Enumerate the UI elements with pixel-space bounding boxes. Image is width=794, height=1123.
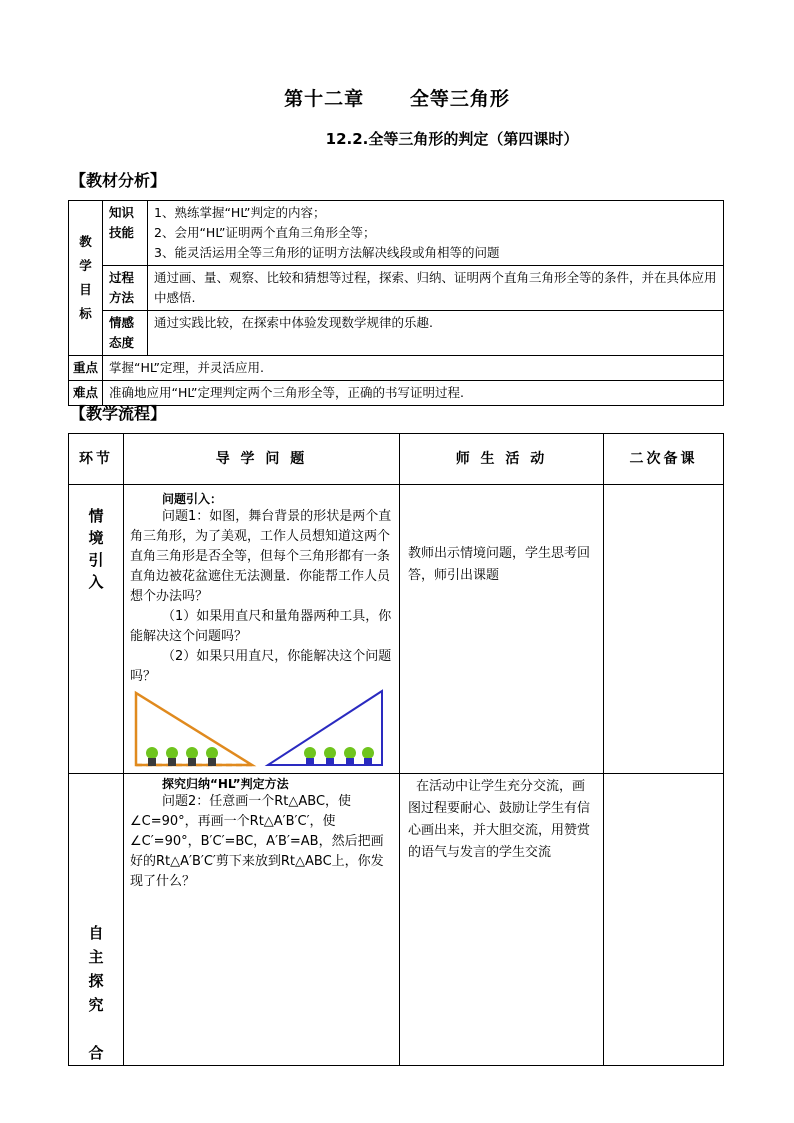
flower-pot-icon xyxy=(146,747,158,766)
chapter-topic: 全等三角形 xyxy=(409,88,510,110)
flower-pot-icon xyxy=(166,747,178,766)
process-label xyxy=(103,266,148,311)
knowledge-label-line: 技能 xyxy=(109,225,135,240)
flow-header-prep: 二次备课 xyxy=(604,434,724,485)
stage-explore xyxy=(69,774,124,1066)
goal-label-char: 目 xyxy=(79,282,92,297)
stage-char: 入 xyxy=(88,573,104,591)
difficulty-content: 准确地应用“HL”定理判定两个三角形全等，正确的书写证明过程. xyxy=(103,381,724,406)
emotion-label-line: 情感 xyxy=(109,315,135,330)
flow-table xyxy=(68,433,724,1066)
knowledge-label-line: 知识 xyxy=(109,205,135,220)
chapter-number: 第十二章 xyxy=(284,88,365,110)
flow-header-activity: 师 生 活 动 xyxy=(400,434,604,485)
prep-explore xyxy=(604,774,724,1066)
knowledge-label xyxy=(103,201,148,266)
stage-char: 主 xyxy=(88,948,104,966)
stage-char: 合 xyxy=(88,1044,104,1062)
stage-char: 境 xyxy=(88,529,104,547)
chapter-title xyxy=(0,84,794,111)
question-1a: （1）如果用直尺和量角器两种工具，你能解决这个问题吗？ xyxy=(130,609,392,644)
prep-intro xyxy=(604,485,724,774)
goal-label-char: 标 xyxy=(79,306,92,321)
flow-header-stage: 环节 xyxy=(69,434,124,485)
flow-header-row xyxy=(69,434,724,485)
stage-char: 探 xyxy=(88,972,104,990)
stage-char: 自 xyxy=(88,924,104,942)
goal-label-char: 教 xyxy=(79,234,92,249)
flow-row-explore xyxy=(69,774,724,1066)
question-intro-title: 问题引入： xyxy=(162,492,223,506)
knowledge-line: 2、会用“HL”证明两个直角三角形全等； xyxy=(154,225,376,240)
emotion-content: 通过实践比较，在探索中体验发现数学规律的乐趣. xyxy=(148,311,724,356)
stage-char: 究 xyxy=(88,996,104,1014)
flow-row-intro xyxy=(69,485,724,774)
knowledge-line: 3、能灵活运用全等三角形的证明方法解决线段或角相等的问题 xyxy=(154,245,500,260)
process-label-line: 方法 xyxy=(109,290,135,305)
flower-pot-icon xyxy=(186,747,198,766)
stage-spacer xyxy=(75,1017,117,1041)
analysis-table xyxy=(68,200,724,406)
key-label: 重点 xyxy=(69,356,103,381)
emotion-label xyxy=(103,311,148,356)
question-2: 问题2：任意画一个Rt△ABC，使∠C=90°，再画一个Rt△A′B′C′，使∠C′=90°，B′C′=BC，A′B′=AB，然后把画好的Rt△A′B′C′剪下来放到Rt△ABC上，你发现了什么？ xyxy=(130,794,384,889)
question-1b: （2）如果只用直尺，你能解决这个问题吗？ xyxy=(130,649,392,684)
knowledge-content xyxy=(148,201,724,266)
stage-char: 引 xyxy=(88,551,104,569)
emotion-label-line: 态度 xyxy=(109,335,135,350)
process-content: 通过画、量、观察、比较和猜想等过程，探索、归纳、证明两个直角三角形全等的条件，并在具体应用中感悟. xyxy=(148,266,724,311)
question-intro xyxy=(124,485,400,774)
process-label-line: 过程 xyxy=(109,270,135,285)
stage-triangles-figure xyxy=(130,689,392,773)
difficulty-label: 难点 xyxy=(69,381,103,406)
flower-pot-icon xyxy=(304,747,316,766)
flower-pot-icon xyxy=(362,747,374,766)
stage-char: 情 xyxy=(88,507,104,525)
activity-intro: 教师出示情境问题，学生思考回答，师引出课题 xyxy=(400,485,604,774)
stage-intro xyxy=(69,485,124,774)
activity-explore: 在活动中让学生充分交流，画图过程要耐心、鼓励让学生有信心画出来，并大胆交流，用赞赏的语气与发言的学生交流 xyxy=(400,774,604,1066)
question-1: 问题1：如图，舞台背景的形状是两个直角三角形，为了美观，工作人员想知道这两个直角三角形是否全等，但每个三角形都有一条直角边被花盆遮住无法测量．你能帮工作人员想个办法吗？ xyxy=(130,509,392,604)
flower-pot-icon xyxy=(324,747,336,766)
flower-pot-icon xyxy=(344,747,356,766)
flow-header-question: 导 学 问 题 xyxy=(124,434,400,485)
analysis-section-title: 【教材分析】 xyxy=(70,171,167,190)
flow-section-title: 【教学流程】 xyxy=(70,404,167,423)
goal-label-char: 学 xyxy=(79,258,92,273)
question-explore-title: 探究归纳“HL”判定方法 xyxy=(162,777,289,791)
knowledge-line: 1、熟练掌握“HL”判定的内容； xyxy=(154,205,326,220)
flower-pot-icon xyxy=(206,747,218,766)
question-explore xyxy=(124,774,400,1066)
lesson-title: 12.2.全等三角形的判定（第四课时） xyxy=(325,130,579,148)
key-content: 掌握“HL”定理，并灵活应用. xyxy=(103,356,724,381)
goal-label xyxy=(69,201,103,356)
